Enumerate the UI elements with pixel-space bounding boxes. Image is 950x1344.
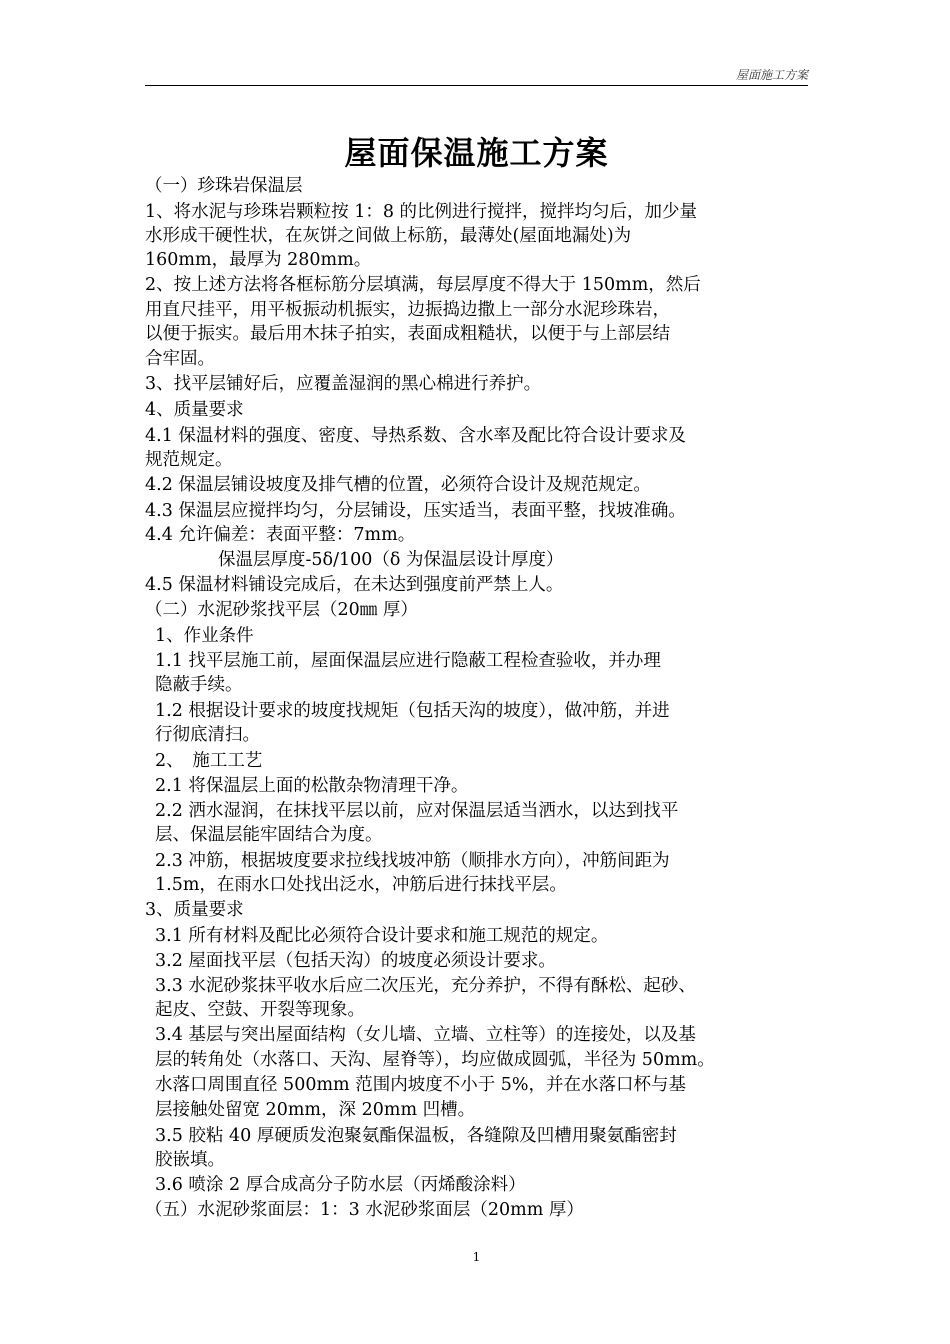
- paragraph-line: 4.4 允许偏差：表面平整：7mm。: [145, 525, 416, 545]
- paragraph-line: 3.3 水泥砂浆抹平收水后应二次压光，充分养护，不得有酥松、起砂、: [155, 976, 696, 996]
- header-divider: [145, 85, 808, 86]
- paragraph-line: 用直尺挂平，用平板振动机振实，边振捣边撒上一部分水泥珍珠岩，: [145, 300, 670, 320]
- paragraph-line: 起皮、空鼓、开裂等现象。: [155, 1000, 365, 1020]
- subsection-heading: 3、质量要求: [145, 900, 244, 920]
- paragraph-line-indented: 保温层厚度-5δ/100（δ 为保温层设计厚度）: [218, 550, 564, 570]
- paragraph-line: 4.5 保温材料铺设完成后，在未达到强度前严禁上人。: [145, 575, 564, 595]
- paragraph-line: 水形成干硬性状，在灰饼之间做上标筋，最薄处(屋面地漏处)为: [145, 226, 632, 246]
- paragraph-line: 1.1 找平层施工前，屋面保温层应进行隐蔽工程检查验收，并办理: [155, 651, 661, 671]
- paragraph-line: 1.5m，在雨水口处找出泛水，冲筋后进行抹找平层。: [155, 875, 567, 895]
- paragraph-line: 层、保温层能牢固结合为度。: [155, 825, 383, 845]
- paragraph-line: 以便于振实。最后用木抹子拍实，表面成粗糙状，以便于与上部层结: [145, 324, 670, 344]
- paragraph-line: 3.1 所有材料及配比必须符合设计要求和施工规范的规定。: [155, 926, 609, 946]
- paragraph-line: 层的转角处（水落口、天沟、屋脊等），均应做成圆弧，半径为 50mm。: [155, 1050, 715, 1070]
- paragraph-line: 1、将水泥与珍珠岩颗粒按 1：8 的比例进行搅拌，搅拌均匀后，加少量: [145, 202, 698, 222]
- paragraph-line: 4.2 保温层铺设坡度及排气槽的位置，必须符合设计及规范规定。: [145, 475, 651, 495]
- paragraph-line: 2.1 将保温层上面的松散杂物清理干净。: [155, 776, 469, 796]
- paragraph-line: 3、找平层铺好后，应覆盖湿润的黑心棉进行养护。: [145, 374, 542, 394]
- paragraph-line: 3.6 喷涂 2 厚合成高分子防水层（丙烯酸涂料）: [155, 1175, 526, 1195]
- subsection-heading: 1、作业条件: [155, 626, 254, 646]
- paragraph-line: 1.2 根据设计要求的坡度找规矩（包括天沟的坡度），做冲筋，并进: [155, 701, 670, 721]
- section-heading: （一）珍珠岩保温层: [145, 176, 303, 196]
- subsection-heading: 2、 施工工艺: [155, 751, 263, 771]
- paragraph-line: 4.3 保温层应搅拌均匀，分层铺设，压实适当，表面平整，找坡准确。: [145, 501, 686, 521]
- paragraph-line: 行彻底清扫。: [155, 725, 260, 745]
- paragraph-line: 隐蔽手续。: [155, 675, 243, 695]
- paragraph-line: 2、按上述方法将各框标筋分层填满，每层厚度不得大于 150mm，然后: [145, 275, 701, 295]
- section-heading: （五）水泥砂浆面层：1：3 水泥砂浆面层（20mm 厚）: [145, 1200, 584, 1220]
- running-header: 屋面施工方案: [735, 68, 808, 82]
- section-heading: （二）水泥砂浆找平层（20㎜ 厚）: [145, 600, 418, 620]
- document-title: 屋面保温施工方案: [344, 134, 609, 172]
- subsection-heading: 4、质量要求: [145, 400, 244, 420]
- paragraph-line: 3.2 屋面找平层（包括天沟）的坡度必须设计要求。: [155, 951, 556, 971]
- paragraph-line: 胶嵌填。: [155, 1150, 225, 1170]
- paragraph-line: 水落口周围直径 500mm 范围内坡度不小于 5%，并在水落口杯与基: [155, 1075, 687, 1095]
- paragraph-line: 2.2 洒水湿润，在抹找平层以前，应对保温层适当洒水，以达到找平: [155, 801, 679, 821]
- paragraph-line: 层接触处留宽 20mm，深 20mm 凹槽。: [155, 1100, 476, 1120]
- page-number: 1: [472, 1250, 481, 1264]
- paragraph-line: 3.4 基层与突出屋面结构（女儿墙、立墙、立柱等）的连接处，以及基: [155, 1025, 696, 1045]
- paragraph-line: 3.5 胶粘 40 厚硬质发泡聚氨酯保温板，各缝隙及凹槽用聚氨酯密封: [155, 1126, 677, 1146]
- paragraph-line: 合牢固。: [145, 349, 215, 369]
- paragraph-line: 规范规定。: [145, 450, 233, 470]
- paragraph-line: 160mm，最厚为 280mm。: [145, 250, 372, 270]
- paragraph-line: 4.1 保温材料的强度、密度、导热系数、含水率及配比符合设计要求及: [145, 426, 686, 446]
- paragraph-line: 2.3 冲筋，根据坡度要求拉线找坡冲筋（顺排水方向），冲筋间距为: [155, 851, 670, 871]
